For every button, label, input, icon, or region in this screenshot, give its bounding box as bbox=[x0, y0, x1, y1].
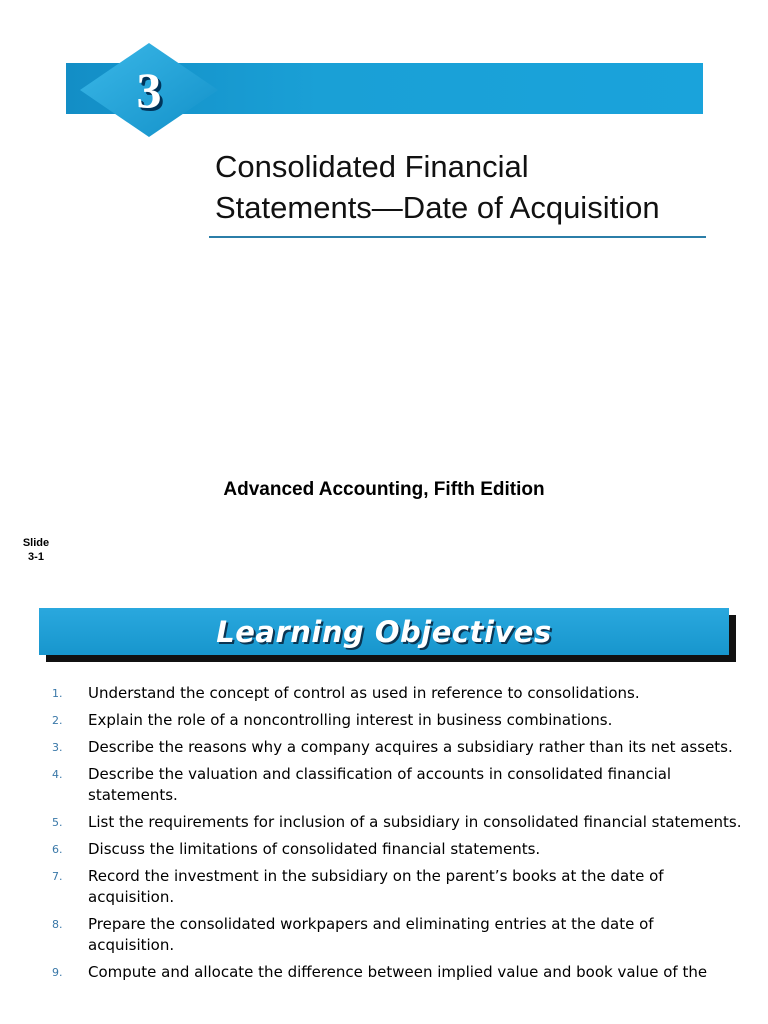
objective-number: 1. bbox=[52, 687, 63, 700]
objective-item bbox=[52, 866, 742, 908]
objective-item bbox=[52, 737, 742, 758]
objective-text: Describe the reasons why a company acquires a subsidiary rather than its net assets. bbox=[88, 738, 733, 756]
slide-label-number: 3-1 bbox=[28, 551, 44, 563]
objective-text: Discuss the limitations of consolidated financial statements. bbox=[88, 840, 541, 858]
objective-number: 3. bbox=[52, 741, 63, 754]
slide-label bbox=[16, 536, 56, 564]
objective-number: 7. bbox=[52, 870, 63, 883]
objective-item bbox=[52, 839, 742, 860]
objective-number: 8. bbox=[52, 918, 63, 931]
objective-item bbox=[52, 962, 742, 983]
objectives-heading: Learning Objectives bbox=[216, 614, 552, 649]
objective-item bbox=[52, 764, 742, 806]
objective-text: Record the investment in the subsidiary on the parent’s books at the date of acquisition. bbox=[88, 867, 664, 906]
objective-number: 5. bbox=[52, 816, 63, 829]
objectives-banner bbox=[39, 608, 729, 655]
slide-label-word: Slide bbox=[22, 537, 50, 549]
objective-text: Understand the concept of control as used in reference to consolidations. bbox=[88, 684, 640, 702]
chapter-number: 3 bbox=[136, 62, 162, 118]
title-underline bbox=[209, 236, 706, 238]
objective-number: 9. bbox=[52, 966, 63, 979]
objective-item bbox=[52, 710, 742, 731]
objectives-list bbox=[52, 683, 742, 989]
objective-text: List the requirements for inclusion of a subsidiary in consolidated financial statements. bbox=[88, 813, 742, 831]
objective-text: Prepare the consolidated workpapers and eliminating entries at the date of acquisition. bbox=[88, 915, 654, 954]
objective-number: 6. bbox=[52, 843, 63, 856]
objective-number: 2. bbox=[52, 714, 63, 727]
objective-item bbox=[52, 812, 742, 833]
slide-title bbox=[215, 146, 735, 228]
slide-title-line1: Consolidated Financial bbox=[215, 149, 529, 184]
objective-text: Compute and allocate the difference between implied value and book value of the bbox=[88, 963, 708, 981]
objective-item bbox=[52, 914, 742, 956]
objective-item bbox=[52, 683, 742, 704]
book-subtitle: Advanced Accounting, Fifth Edition bbox=[223, 479, 545, 500]
objective-number: 4. bbox=[52, 768, 63, 781]
objective-text: Explain the role of a noncontrolling interest in business combinations. bbox=[88, 711, 613, 729]
slide-title-line2: Statements—Date of Acquisition bbox=[215, 190, 660, 225]
objective-text: Describe the valuation and classification of accounts in consolidated financial statements. bbox=[88, 765, 672, 804]
